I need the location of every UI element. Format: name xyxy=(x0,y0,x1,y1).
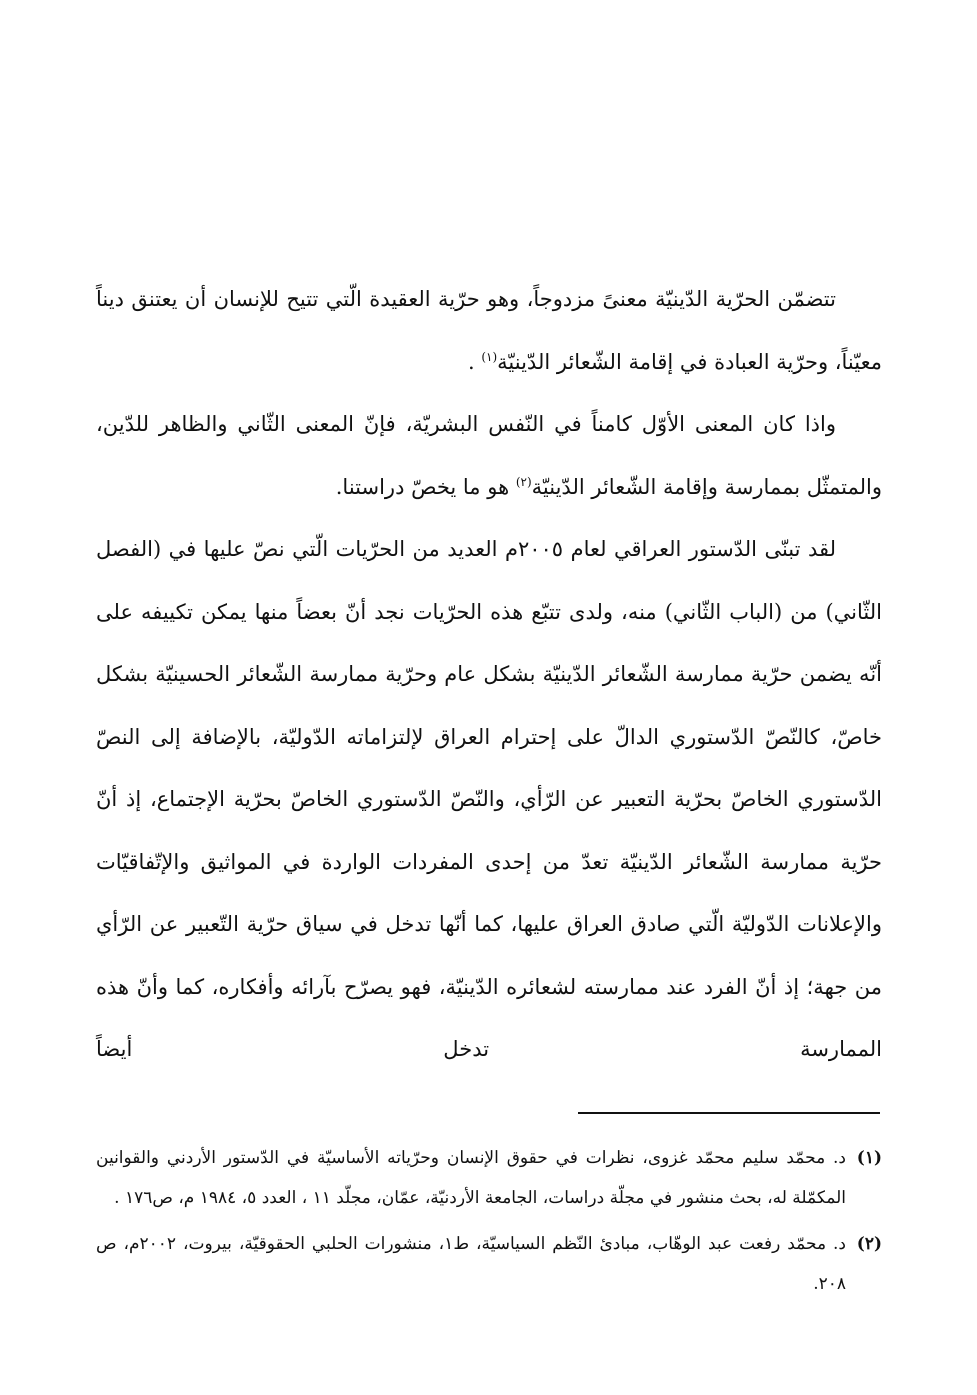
paragraph-3-text: لقد تبنّى الدّستور العراقي لعام ٢٠٠٥م العديد من الحرّيات الّتي نصّ عليها في (الفصل الثّاني) من (الباب الثّاني) منه، ولدى تتبّع هذه الحرّيات نجد أنّ بعضاً منها يمكن تكييفه على أنّه يضمن حرّية ممارسة الشّعائر الدّينيّة بشكل عام وحرّية ممارسة الشّعائر الحسينيّة بشكل خاصّ، كالنّصّ الدّستوري الدالّ على إحترام العراق لإلتزاماته الدّوليّة، بالإضافة إلى النصّ الدّستوري الخاصّ بحرّية التعبير عن الرّأي، والنّصّ الدّستوري الخاصّ بحرّية الإجتماع، إذ أنّ حرّية ممارسة الشّعائر الدّينيّة تعدّ من إحدى المفردات الواردة في المواثيق والإتّفاقيّات والإعلانات الدّوليّة الّتي صادق العراق عليها، كما أنّها تدخل في سياق حرّية التّعبير عن الرّأي من جهة؛ إذ أنّ الفرد عند ممارسته لشعائره الدّينيّة، فهو يصرّح بآرائه وأفكاره، كما وأنّ هذه الممارسة تدخل أيضاً xyxy=(96,537,882,1061)
footnote-2-number: (٢) xyxy=(856,1234,882,1254)
paragraph-3 xyxy=(96,518,882,1081)
paragraph-1-tail: . xyxy=(467,349,482,374)
footnote-2-text: د. محمّد رفعت عبد الوهّاب، مبادئ النّظم السياسيّة، ط١، منشورات الحلبي الحقوقيّة، بيروت، ٢٠٠٢م، ص ٢٠٨. xyxy=(96,1234,846,1294)
paragraph-2-text: واذا كان المعنى الأوّل كامناً في النّفس البشريّة، فإنّ المعنى الثّاني والظاهر للدّين، والمتمثّل بممارسة وإقامة الشّعائر الدّينيّة xyxy=(96,412,882,499)
footnote-ref-2[interactable]: (٢) xyxy=(515,474,532,489)
paragraph-2 xyxy=(96,393,882,518)
paragraph-1-text: تتضمّن الحرّية الدّينيّة معنىً مزدوجاً، وهو حرّية العقيدة الّتي تتيح للإنسان أن يعتنق ديناً معيّناً، وحرّية العبادة في إقامة الشّعائر الدّينيّة xyxy=(96,287,882,374)
footnote-2 xyxy=(96,1224,882,1304)
paragraph-2-tail: هو ما يخصّ دراستنا. xyxy=(335,474,516,499)
footnote-1-number: (١) xyxy=(856,1148,882,1168)
footnote-ref-1[interactable]: (١) xyxy=(481,349,498,364)
footnote-separator xyxy=(578,1112,880,1114)
footnote-1-text: د. محمّد سليم محمّد غزوى، نظرات في حقوق الإنسان وحرّياته الأساسيّة في الدّستور الأردني والقوانين المكمّلة له، بحث منشور في مجلّة دراسات، الجامعة الأردنيّة، عمّان، مجلّد ١١ ، العدد ٥، ١٩٨٤ م، ص١٧٦ . xyxy=(96,1148,846,1208)
paragraph-1 xyxy=(96,268,882,393)
footnote-1 xyxy=(96,1138,882,1218)
footnotes xyxy=(96,1138,882,1310)
main-text xyxy=(96,268,882,1081)
